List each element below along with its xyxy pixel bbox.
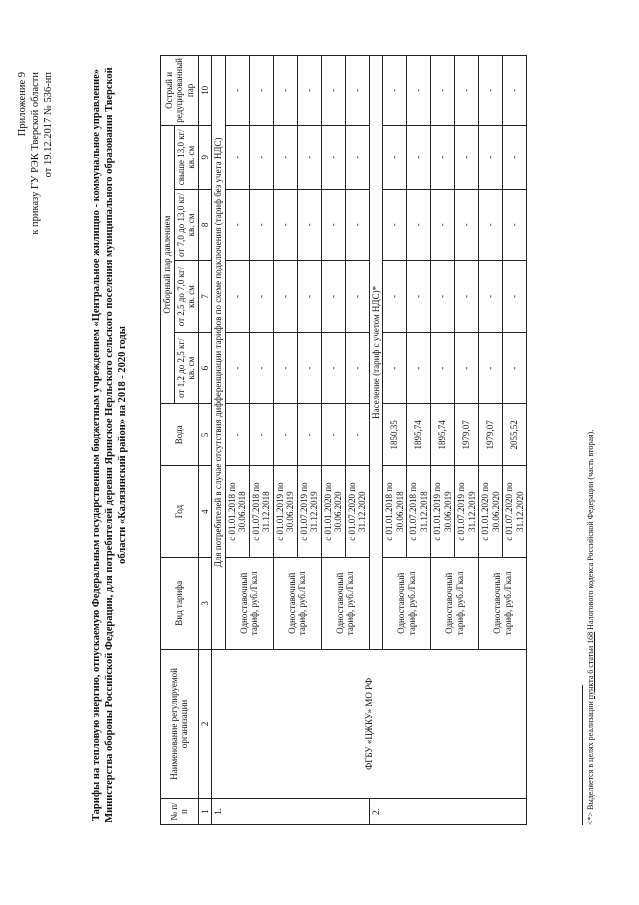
- steam-value: -: [383, 261, 407, 333]
- column-number-cell: 5: [198, 404, 212, 466]
- steam-value: -: [273, 332, 297, 404]
- steam-value: -: [321, 332, 345, 404]
- steam-value: -: [345, 125, 369, 189]
- period-cell: с 01.01.2019 по 30.06.2019: [431, 466, 455, 558]
- sharp-steam-value: -: [503, 56, 527, 126]
- header-row: [161, 56, 175, 825]
- footnote-link[interactable]: пункта 6 статьи 168: [586, 631, 595, 700]
- steam-value: -: [321, 125, 345, 189]
- sharp-steam-value: -: [479, 56, 503, 126]
- steam-value: -: [383, 189, 407, 261]
- column-number-cell: 7: [198, 261, 212, 333]
- footnote-text: <*> Выделяется в целях реализации: [586, 699, 595, 825]
- period-cell: с 01.07.2019 по 31.12.2019: [297, 466, 321, 558]
- footnote-text: Налогового кодекса Российской Федерации (часть вторая).: [586, 429, 595, 632]
- tariff-type: Одноставочный тариф, руб./Гкал: [273, 557, 321, 649]
- steam-value: -: [479, 332, 503, 404]
- sharp-steam-value: -: [431, 56, 455, 126]
- steam-value: -: [273, 261, 297, 333]
- column-number-cell: 3: [198, 557, 212, 649]
- column-number-cell: 6: [198, 332, 212, 404]
- tariff-type: Одноставочный тариф, руб./Гкал: [479, 557, 527, 649]
- document-title: Тарифы на тепловую энергию, отпускаемую Федеральным государственным бюджетным учреждением «Центральное жилищно - коммунальное управление» Министерства обороны Российской Федерации, для потребителей деревни Яринское Нерльского сельского поселения муниципального образования Тверской области «Калязинский район» на 2018 - 2020 годы: [91, 67, 128, 823]
- water-value: 1979,07: [479, 404, 503, 466]
- steam-value: -: [431, 125, 455, 189]
- col-header-type: Вид тарифа: [161, 557, 199, 649]
- column-number-cell: 9: [198, 125, 212, 189]
- appendix-line: от 19.12.2017 № 536-нп: [43, 72, 54, 178]
- steam-value: -: [407, 261, 431, 333]
- tariff-body: [212, 56, 527, 825]
- col-header-sharp: Острый и редуцированный пар: [161, 56, 199, 126]
- period-cell: с 01.01.2018 по 30.06.2018: [225, 466, 249, 558]
- col-header-year: Год: [161, 466, 199, 558]
- steam-value: -: [431, 332, 455, 404]
- tariff-table: [160, 55, 527, 825]
- footnote: [586, 65, 596, 825]
- steam-value: -: [249, 261, 273, 333]
- water-value: -: [249, 404, 273, 466]
- steam-value: -: [407, 332, 431, 404]
- column-number-cell: 8: [198, 189, 212, 261]
- water-value: 1979,07: [455, 404, 479, 466]
- steam-value: -: [407, 189, 431, 261]
- steam-value: -: [431, 189, 455, 261]
- col-header-num: № п/п: [161, 799, 199, 825]
- sharp-steam-value: -: [297, 56, 321, 126]
- steam-value: -: [225, 189, 249, 261]
- organization-name: ФГБУ «ЦЖКУ» МО РФ: [212, 649, 527, 798]
- steam-value: -: [297, 189, 321, 261]
- steam-value: -: [321, 189, 345, 261]
- sharp-steam-value: -: [455, 56, 479, 126]
- period-cell: с 01.01.2019 по 30.06.2019: [273, 466, 297, 558]
- column-number-cell: 10: [198, 56, 212, 126]
- column-number-cell: 2: [198, 649, 212, 798]
- section-row: [212, 56, 226, 825]
- steam-value: -: [431, 261, 455, 333]
- water-value: 1850,35: [383, 404, 407, 466]
- steam-value: -: [345, 189, 369, 261]
- steam-value: -: [383, 332, 407, 404]
- steam-value: -: [479, 261, 503, 333]
- period-cell: с 01.01.2020 по 30.06.2020: [479, 466, 503, 558]
- water-value: -: [225, 404, 249, 466]
- column-number-row: [198, 56, 212, 825]
- section-heading: Население (тариф с учетом НДС)*: [369, 56, 383, 650]
- steam-value: -: [455, 125, 479, 189]
- steam-value: -: [225, 125, 249, 189]
- water-value: -: [273, 404, 297, 466]
- water-value: -: [321, 404, 345, 466]
- water-value: 1895,74: [431, 404, 455, 466]
- period-cell: с 01.07.2018 по 31.12.2018: [249, 466, 273, 558]
- col-header-water: Вода: [161, 404, 199, 466]
- col-header-steam3: от 7,0 до 13,0 кг/кв. см: [174, 189, 198, 261]
- section-heading: Для потребителей в случае отсутствия дифференциации тарифов по схеме подключения (тариф без учета НДС): [212, 56, 226, 650]
- water-value: 1895,74: [407, 404, 431, 466]
- tariff-type: Одноставочный тариф, руб./Гкал: [225, 557, 273, 649]
- col-header-steam1: от 1,2 до 2,5 кг/кв. см: [174, 332, 198, 404]
- period-cell: с 01.01.2020 по 30.06.2020: [321, 466, 345, 558]
- water-value: -: [297, 404, 321, 466]
- steam-value: -: [503, 261, 527, 333]
- col-header-org: Наименование регулируемой организации: [161, 649, 199, 798]
- tariff-type: Одноставочный тариф, руб./Гкал: [383, 557, 431, 649]
- steam-value: -: [455, 332, 479, 404]
- steam-value: -: [273, 125, 297, 189]
- appendix-line: Приложение 9: [17, 72, 28, 137]
- steam-value: -: [345, 332, 369, 404]
- steam-value: -: [297, 261, 321, 333]
- steam-value: -: [455, 189, 479, 261]
- steam-value: -: [479, 125, 503, 189]
- steam-value: -: [383, 125, 407, 189]
- sharp-steam-value: -: [345, 56, 369, 126]
- steam-value: -: [321, 261, 345, 333]
- steam-value: -: [455, 261, 479, 333]
- period-cell: с 01.07.2019 по 31.12.2019: [455, 466, 479, 558]
- steam-value: -: [503, 189, 527, 261]
- tariff-type: Одноставочный тариф, руб./Гкал: [321, 557, 369, 649]
- steam-value: -: [249, 189, 273, 261]
- steam-value: -: [225, 261, 249, 333]
- sharp-steam-value: -: [321, 56, 345, 126]
- steam-value: -: [503, 332, 527, 404]
- steam-value: -: [407, 125, 431, 189]
- sharp-steam-value: -: [273, 56, 297, 126]
- sharp-steam-value: -: [383, 56, 407, 126]
- column-number-cell: 1: [198, 799, 212, 825]
- steam-value: -: [249, 332, 273, 404]
- steam-value: -: [225, 332, 249, 404]
- section-number: 1.: [212, 799, 370, 825]
- sharp-steam-value: -: [225, 56, 249, 126]
- col-header-steam4: свыше 13,0 кг/кв. см: [174, 125, 198, 189]
- steam-value: -: [297, 332, 321, 404]
- tariff-type: Одноставочный тариф, руб./Гкал: [431, 557, 479, 649]
- appendix-line: к приказу ГУ РЭК Тверской области: [30, 72, 41, 235]
- water-value: 2055,52: [503, 404, 527, 466]
- col-header-steam2: от 2,5 до 7,0 кг/кв. см: [174, 261, 198, 333]
- water-value: -: [345, 404, 369, 466]
- steam-value: -: [273, 189, 297, 261]
- period-cell: с 01.07.2018 по 31.12.2018: [407, 466, 431, 558]
- period-cell: с 01.07.2020 по 31.12.2020: [345, 466, 369, 558]
- steam-value: -: [479, 189, 503, 261]
- section-number: 2.: [369, 799, 527, 825]
- steam-value: -: [249, 125, 273, 189]
- column-number-cell: 4: [198, 466, 212, 558]
- period-cell: с 01.01.2018 по 30.06.2018: [383, 466, 407, 558]
- steam-value: -: [345, 261, 369, 333]
- steam-value: -: [297, 125, 321, 189]
- sharp-steam-value: -: [249, 56, 273, 126]
- appendix-header: [16, 72, 55, 412]
- col-header-steam-group: Отборный пар давлением: [161, 125, 175, 404]
- footnote-rule: [582, 685, 583, 825]
- sharp-steam-value: -: [407, 56, 431, 126]
- steam-value: -: [503, 125, 527, 189]
- period-cell: с 01.07.2020 по 31.12.2020: [503, 466, 527, 558]
